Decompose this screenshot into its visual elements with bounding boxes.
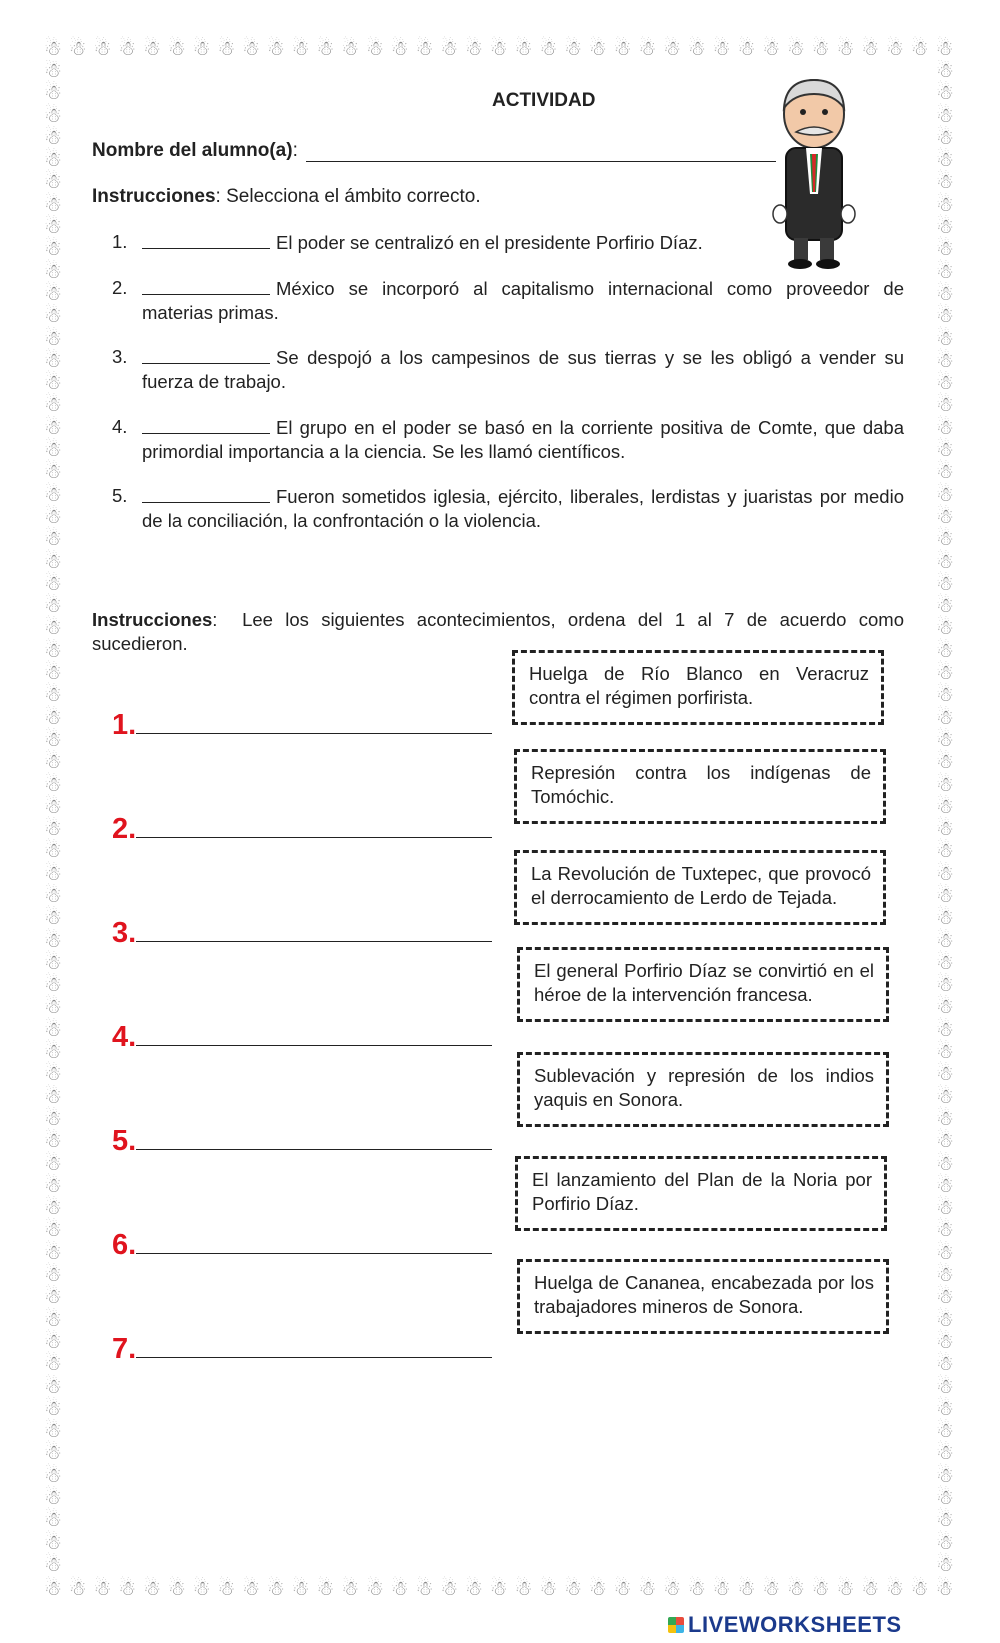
figure-doodle-icon: ☃: [44, 149, 62, 172]
figure-doodle-icon: ☃: [936, 1330, 954, 1353]
figure-doodle-icon: ☃: [390, 38, 409, 60]
figure-doodle-icon: ☃: [242, 1578, 261, 1600]
figure-doodle-icon: ☃: [613, 38, 632, 60]
order-number: 7.: [112, 1333, 137, 1365]
figure-doodle-icon: ☃: [936, 416, 954, 439]
figure-doodle-icon: ☃: [44, 305, 62, 328]
question-item: [112, 345, 904, 394]
figure-doodle-icon: ☃: [44, 1286, 62, 1309]
figure-doodle-icon: ☃: [936, 327, 954, 350]
order-answer-row: [112, 700, 492, 740]
figure-doodle-icon: ☃: [936, 728, 954, 751]
figure-doodle-icon: ☃: [811, 38, 830, 60]
figure-doodle-icon: ☃: [44, 1063, 62, 1086]
figure-doodle-icon: ☃: [44, 1085, 62, 1108]
figure-doodle-icon: ☃: [44, 171, 62, 194]
figure-doodle-icon: ☃: [44, 1107, 62, 1130]
question-number: 4.: [112, 416, 128, 437]
figure-doodle-icon: ☃: [266, 38, 285, 60]
figure-doodle-icon: ☃: [936, 1375, 954, 1398]
figure-doodle-icon: ☃: [44, 884, 62, 907]
page-border-bottom: [44, 1576, 954, 1602]
event-box: Huelga de Cananea, encabezada por los trabajadores mineros de Sonora.: [517, 1259, 889, 1334]
figure-doodle-icon: ☃: [936, 260, 954, 283]
order-answer-field[interactable]: [136, 837, 492, 838]
figure-doodle-icon: ☃: [910, 1578, 929, 1600]
figure-doodle-icon: ☃: [936, 126, 954, 149]
figure-doodle-icon: ☃: [44, 1578, 62, 1600]
figure-doodle-icon: ☃: [68, 1578, 87, 1600]
figure-doodle-icon: ☃: [936, 974, 954, 997]
figure-doodle-icon: ☃: [936, 1219, 954, 1242]
figure-doodle-icon: ☃: [44, 1264, 62, 1287]
figure-doodle-icon: ☃: [936, 60, 954, 82]
figure-doodle-icon: ☃: [936, 349, 954, 372]
figure-doodle-icon: ☃: [910, 38, 929, 60]
figure-doodle-icon: ☃: [936, 751, 954, 774]
figure-doodle-icon: ☃: [588, 1578, 607, 1600]
order-number: 2.: [112, 813, 137, 845]
figure-doodle-icon: ☃: [44, 1509, 62, 1532]
figure-doodle-icon: ☃: [93, 1578, 112, 1600]
instructions-part1: Instrucciones: Selecciona el ámbito correcto.: [92, 186, 481, 207]
figure-doodle-icon: ☃: [936, 104, 954, 127]
event-box: Represión contra los indígenas de Tomóchic.: [514, 749, 886, 824]
order-answer-row: [112, 1324, 492, 1364]
figure-doodle-icon: ☃: [936, 1397, 954, 1420]
figure-doodle-icon: ☃: [936, 1487, 954, 1509]
figure-doodle-icon: ☃: [936, 706, 954, 729]
order-answer-row: [112, 1220, 492, 1260]
figure-doodle-icon: ☃: [489, 1578, 508, 1600]
figure-doodle-icon: ☃: [936, 951, 954, 974]
figure-doodle-icon: ☃: [341, 38, 360, 60]
figure-doodle-icon: ☃: [44, 260, 62, 283]
figure-doodle-icon: ☃: [465, 1578, 483, 1600]
answer-blank[interactable]: [142, 276, 270, 295]
figure-doodle-icon: ☃: [44, 1197, 62, 1220]
figure-doodle-icon: ☃: [44, 1174, 62, 1197]
figure-doodle-icon: ☃: [192, 38, 211, 60]
figure-doodle-icon: ☃: [663, 38, 682, 60]
figure-doodle-icon: ☃: [44, 1130, 62, 1153]
figure-doodle-icon: ☃: [44, 38, 62, 60]
figure-doodle-icon: ☃: [44, 461, 62, 484]
figure-doodle-icon: ☃: [936, 884, 954, 907]
figure-doodle-icon: ☃: [44, 1018, 62, 1041]
figure-doodle-icon: ☃: [44, 684, 62, 707]
figure-doodle-icon: ☃: [687, 1578, 706, 1600]
figure-doodle-icon: ☃: [44, 728, 62, 751]
figure-doodle-icon: ☃: [514, 1578, 533, 1600]
question-text: Fueron sometidos iglesia, ejército, liberales, lerdistas y juaristas por medio de la conciliación, la confrontación o la violencia.: [142, 486, 904, 531]
figure-doodle-icon: ☃: [242, 38, 261, 60]
figure-doodle-icon: ☃: [936, 193, 954, 216]
figure-doodle-icon: ☃: [936, 505, 954, 528]
figure-doodle-icon: ☃: [44, 1353, 62, 1376]
figure-doodle-icon: ☃: [316, 38, 335, 60]
figure-doodle-icon: ☃: [167, 38, 186, 60]
figure-doodle-icon: ☃: [936, 617, 954, 640]
figure-doodle-icon: ☃: [44, 662, 62, 685]
question-item: [112, 276, 904, 325]
order-answer-field[interactable]: [136, 941, 492, 942]
figure-doodle-icon: ☃: [936, 1464, 954, 1487]
figure-doodle-icon: ☃: [936, 282, 954, 305]
figure-doodle-icon: ☃: [936, 1152, 954, 1175]
question-item: [112, 484, 904, 533]
question-text: El grupo en el poder se basó en la corriente positiva de Comte, que daba primordial importancia a la ciencia. Se les llamó científicos.: [142, 417, 904, 462]
figure-doodle-icon: ☃: [44, 1397, 62, 1420]
figure-doodle-icon: ☃: [936, 439, 954, 462]
figure-doodle-icon: ☃: [44, 639, 62, 662]
figure-doodle-icon: ☃: [936, 238, 954, 261]
order-answer-field[interactable]: [136, 1045, 492, 1046]
order-answer-row: [112, 908, 492, 948]
figure-doodle-icon: ☃: [514, 38, 533, 60]
figure-doodle-icon: ☃: [316, 1578, 335, 1600]
figure-doodle-icon: ☃: [44, 1241, 62, 1264]
figure-doodle-icon: ☃: [737, 1578, 756, 1600]
figure-doodle-icon: ☃: [44, 595, 62, 618]
figure-doodle-icon: ☃: [936, 1286, 954, 1309]
figure-doodle-icon: ☃: [638, 1578, 657, 1600]
order-answer-row: [112, 1012, 492, 1052]
figure-doodle-icon: ☃: [44, 528, 62, 551]
figure-doodle-icon: ☃: [44, 82, 62, 105]
figure-doodle-icon: ☃: [786, 38, 805, 60]
figure-doodle-icon: ☃: [936, 461, 954, 484]
figure-doodle-icon: ☃: [44, 1420, 62, 1443]
figure-doodle-icon: ☃: [936, 929, 954, 952]
figure-doodle-icon: ☃: [44, 751, 62, 774]
figure-doodle-icon: ☃: [192, 1578, 211, 1600]
question-number: 3.: [112, 346, 128, 367]
figure-doodle-icon: ☃: [44, 907, 62, 930]
figure-doodle-icon: ☃: [44, 840, 62, 863]
figure-doodle-icon: ☃: [118, 38, 137, 60]
figure-doodle-icon: ☃: [440, 1578, 459, 1600]
figure-doodle-icon: ☃: [936, 171, 954, 194]
figure-doodle-icon: ☃: [936, 483, 954, 506]
figure-doodle-icon: ☃: [936, 1442, 954, 1465]
liveworksheets-logo-icon: [668, 1617, 684, 1633]
figure-doodle-icon: ☃: [44, 1375, 62, 1398]
figure-doodle-icon: ☃: [44, 505, 62, 528]
figure-doodle-icon: ☃: [936, 795, 954, 818]
student-name-field[interactable]: [306, 143, 776, 162]
figure-doodle-icon: ☃: [44, 349, 62, 372]
figure-doodle-icon: ☃: [638, 38, 657, 60]
figure-doodle-icon: ☃: [935, 1578, 954, 1600]
event-box: Sublevación y represión de los indios yaquis en Sonora.: [517, 1052, 889, 1127]
order-number: 6.: [112, 1229, 137, 1261]
figure-doodle-icon: ☃: [365, 38, 384, 60]
page-title: ACTIVIDAD: [492, 90, 596, 111]
figure-doodle-icon: ☃: [588, 38, 607, 60]
figure-doodle-icon: ☃: [936, 394, 954, 417]
figure-doodle-icon: ☃: [93, 38, 112, 60]
figure-doodle-icon: ☃: [44, 1531, 62, 1554]
figure-doodle-icon: ☃: [836, 38, 855, 60]
figure-doodle-icon: ☃: [936, 662, 954, 685]
order-answer-field[interactable]: [136, 733, 492, 734]
figure-doodle-icon: ☃: [44, 416, 62, 439]
figure-doodle-icon: ☃: [762, 1578, 781, 1600]
instructions-label: Instrucciones: [92, 186, 216, 207]
figure-doodle-icon: ☃: [44, 929, 62, 952]
figure-doodle-icon: ☃: [465, 38, 483, 60]
figure-doodle-icon: ☃: [44, 773, 62, 796]
figure-doodle-icon: ☃: [44, 1041, 62, 1064]
figure-doodle-icon: ☃: [936, 595, 954, 618]
figure-doodle-icon: ☃: [217, 1578, 236, 1600]
answer-blank[interactable]: [142, 230, 270, 249]
figure-doodle-icon: ☃: [44, 483, 62, 506]
order-number: 1.: [112, 709, 137, 741]
figure-doodle-icon: ☃: [489, 38, 508, 60]
figure-doodle-icon: ☃: [539, 1578, 558, 1600]
figure-doodle-icon: ☃: [936, 149, 954, 172]
figure-doodle-icon: ☃: [44, 216, 62, 239]
order-number: 4.: [112, 1021, 137, 1053]
figure-doodle-icon: ☃: [786, 1578, 805, 1600]
student-name-row: Nombre del alumno(a):: [92, 140, 776, 162]
liveworksheets-logo: [668, 1612, 902, 1638]
figure-doodle-icon: ☃: [44, 974, 62, 997]
question-item: [112, 415, 904, 464]
order-number: 5.: [112, 1125, 137, 1157]
figure-doodle-icon: ☃: [936, 1018, 954, 1041]
porfirio-diaz-cartoon-icon: [764, 74, 864, 270]
figure-doodle-icon: ☃: [143, 38, 161, 60]
figure-doodle-icon: ☃: [217, 38, 236, 60]
question-text: Se despojó a los campesinos de sus tierras y se les obligó a vender su fuerza de trabajo.: [142, 347, 904, 392]
figure-doodle-icon: ☃: [687, 38, 706, 60]
figure-doodle-icon: ☃: [44, 126, 62, 149]
question-text: El poder se centralizó en el presidente Porfirio Díaz.: [276, 232, 703, 253]
order-answer-field[interactable]: [136, 1149, 492, 1150]
figure-doodle-icon: ☃: [564, 1578, 583, 1600]
figure-doodle-icon: ☃: [415, 1578, 434, 1600]
figure-doodle-icon: ☃: [44, 1308, 62, 1331]
event-box: El lanzamiento del Plan de la Noria por Porfirio Díaz.: [515, 1156, 887, 1231]
figure-doodle-icon: ☃: [936, 639, 954, 662]
figure-doodle-icon: ☃: [440, 38, 459, 60]
figure-doodle-icon: ☃: [936, 82, 954, 105]
figure-doodle-icon: ☃: [936, 1063, 954, 1086]
event-box: El general Porfirio Díaz se convirtió en el héroe de la intervención francesa.: [517, 947, 889, 1022]
figure-doodle-icon: ☃: [936, 1107, 954, 1130]
figure-doodle-icon: ☃: [44, 282, 62, 305]
figure-doodle-icon: ☃: [44, 60, 62, 82]
figure-doodle-icon: ☃: [663, 1578, 682, 1600]
answer-blank[interactable]: [142, 484, 270, 503]
figure-doodle-icon: ☃: [936, 907, 954, 930]
figure-doodle-icon: ☃: [936, 1353, 954, 1376]
order-answer-row: [112, 1116, 492, 1156]
page-border-right: [932, 60, 958, 1576]
figure-doodle-icon: ☃: [44, 394, 62, 417]
figure-doodle-icon: ☃: [390, 1578, 409, 1600]
figure-doodle-icon: ☃: [44, 996, 62, 1019]
figure-doodle-icon: ☃: [44, 1330, 62, 1353]
figure-doodle-icon: ☃: [936, 528, 954, 551]
instructions-label: Instrucciones: [92, 609, 213, 630]
figure-doodle-icon: ☃: [935, 38, 954, 60]
figure-doodle-icon: ☃: [886, 38, 904, 60]
figure-doodle-icon: ☃: [44, 238, 62, 261]
figure-doodle-icon: ☃: [44, 1152, 62, 1175]
figure-doodle-icon: ☃: [936, 216, 954, 239]
order-answer-field[interactable]: [136, 1357, 492, 1358]
figure-doodle-icon: ☃: [291, 1578, 310, 1600]
figure-doodle-icon: ☃: [44, 104, 62, 127]
figure-doodle-icon: ☃: [936, 1509, 954, 1532]
figure-doodle-icon: ☃: [44, 795, 62, 818]
figure-doodle-icon: ☃: [836, 1578, 855, 1600]
figure-doodle-icon: ☃: [44, 372, 62, 395]
instructions-part2: Instrucciones: Lee los siguientes acontecimientos, ordena del 1 al 7 de acuerdo como sucedieron.: [92, 609, 905, 654]
figure-doodle-icon: ☃: [613, 1578, 632, 1600]
figure-doodle-icon: ☃: [291, 38, 310, 60]
answer-blank[interactable]: [142, 415, 270, 434]
figure-doodle-icon: ☃: [712, 38, 731, 60]
liveworksheets-brand: LIVEWORKSHEETS: [688, 1612, 902, 1637]
figure-doodle-icon: ☃: [44, 550, 62, 573]
figure-doodle-icon: ☃: [936, 372, 954, 395]
figure-doodle-icon: ☃: [936, 550, 954, 573]
question-number: 1.: [112, 231, 128, 252]
figure-doodle-icon: ☃: [44, 818, 62, 841]
figure-doodle-icon: ☃: [936, 1264, 954, 1287]
instructions-text: Lee los siguientes acontecimientos, ordena del 1 al 7 de acuerdo como sucedieron.: [92, 609, 905, 654]
figure-doodle-icon: ☃: [44, 1487, 62, 1509]
figure-doodle-icon: ☃: [762, 38, 781, 60]
figure-doodle-icon: ☃: [936, 818, 954, 841]
figure-doodle-icon: ☃: [341, 1578, 360, 1600]
answer-blank[interactable]: [142, 345, 270, 364]
figure-doodle-icon: ☃: [936, 862, 954, 885]
figure-doodle-icon: ☃: [936, 1174, 954, 1197]
figure-doodle-icon: ☃: [936, 1241, 954, 1264]
event-box: Huelga de Río Blanco en Veracruz contra el régimen porfirista.: [512, 650, 884, 725]
figure-doodle-icon: ☃: [44, 617, 62, 640]
figure-doodle-icon: ☃: [44, 193, 62, 216]
figure-doodle-icon: ☃: [936, 1553, 954, 1576]
figure-doodle-icon: ☃: [936, 1041, 954, 1064]
figure-doodle-icon: ☃: [861, 38, 880, 60]
figure-doodle-icon: ☃: [936, 1130, 954, 1153]
figure-doodle-icon: ☃: [936, 1531, 954, 1554]
figure-doodle-icon: ☃: [936, 1085, 954, 1108]
figure-doodle-icon: ☃: [564, 38, 583, 60]
figure-doodle-icon: ☃: [266, 1578, 285, 1600]
order-answer-row: [112, 804, 492, 844]
order-number: 3.: [112, 917, 137, 949]
figure-doodle-icon: ☃: [936, 572, 954, 595]
figure-doodle-icon: ☃: [167, 1578, 186, 1600]
page-border-top: [44, 36, 954, 62]
figure-doodle-icon: ☃: [936, 1420, 954, 1443]
figure-doodle-icon: ☃: [936, 996, 954, 1019]
figure-doodle-icon: ☃: [44, 862, 62, 885]
figure-doodle-icon: ☃: [44, 439, 62, 462]
figure-doodle-icon: ☃: [68, 38, 87, 60]
figure-doodle-icon: ☃: [44, 1553, 62, 1576]
figure-doodle-icon: ☃: [712, 1578, 731, 1600]
question-text: México se incorporó al capitalismo internacional como proveedor de materias primas.: [142, 278, 904, 323]
figure-doodle-icon: ☃: [365, 1578, 384, 1600]
question-number: 5.: [112, 485, 128, 506]
figure-doodle-icon: ☃: [861, 1578, 880, 1600]
figure-doodle-icon: ☃: [44, 1442, 62, 1465]
figure-doodle-icon: ☃: [44, 706, 62, 729]
figure-doodle-icon: ☃: [811, 1578, 830, 1600]
instructions-text: Selecciona el ámbito correcto.: [226, 186, 481, 207]
figure-doodle-icon: ☃: [118, 1578, 137, 1600]
figure-doodle-icon: ☃: [44, 951, 62, 974]
figure-doodle-icon: ☃: [936, 305, 954, 328]
figure-doodle-icon: ☃: [936, 1308, 954, 1331]
figure-doodle-icon: ☃: [936, 773, 954, 796]
student-name-label: Nombre del alumno(a): [92, 140, 293, 161]
figure-doodle-icon: ☃: [936, 684, 954, 707]
order-answer-field[interactable]: [136, 1253, 492, 1254]
page-border-left: [40, 60, 66, 1576]
figure-doodle-icon: ☃: [44, 327, 62, 350]
question-number: 2.: [112, 277, 128, 298]
figure-doodle-icon: ☃: [539, 38, 558, 60]
figure-doodle-icon: ☃: [44, 1219, 62, 1242]
figure-doodle-icon: ☃: [143, 1578, 161, 1600]
figure-doodle-icon: ☃: [415, 38, 434, 60]
figure-doodle-icon: ☃: [936, 840, 954, 863]
figure-doodle-icon: ☃: [886, 1578, 904, 1600]
figure-doodle-icon: ☃: [44, 572, 62, 595]
event-box: La Revolución de Tuxtepec, que provocó el derrocamiento de Lerdo de Tejada.: [514, 850, 886, 925]
figure-doodle-icon: ☃: [44, 1464, 62, 1487]
figure-doodle-icon: ☃: [936, 1197, 954, 1220]
figure-doodle-icon: ☃: [737, 38, 756, 60]
